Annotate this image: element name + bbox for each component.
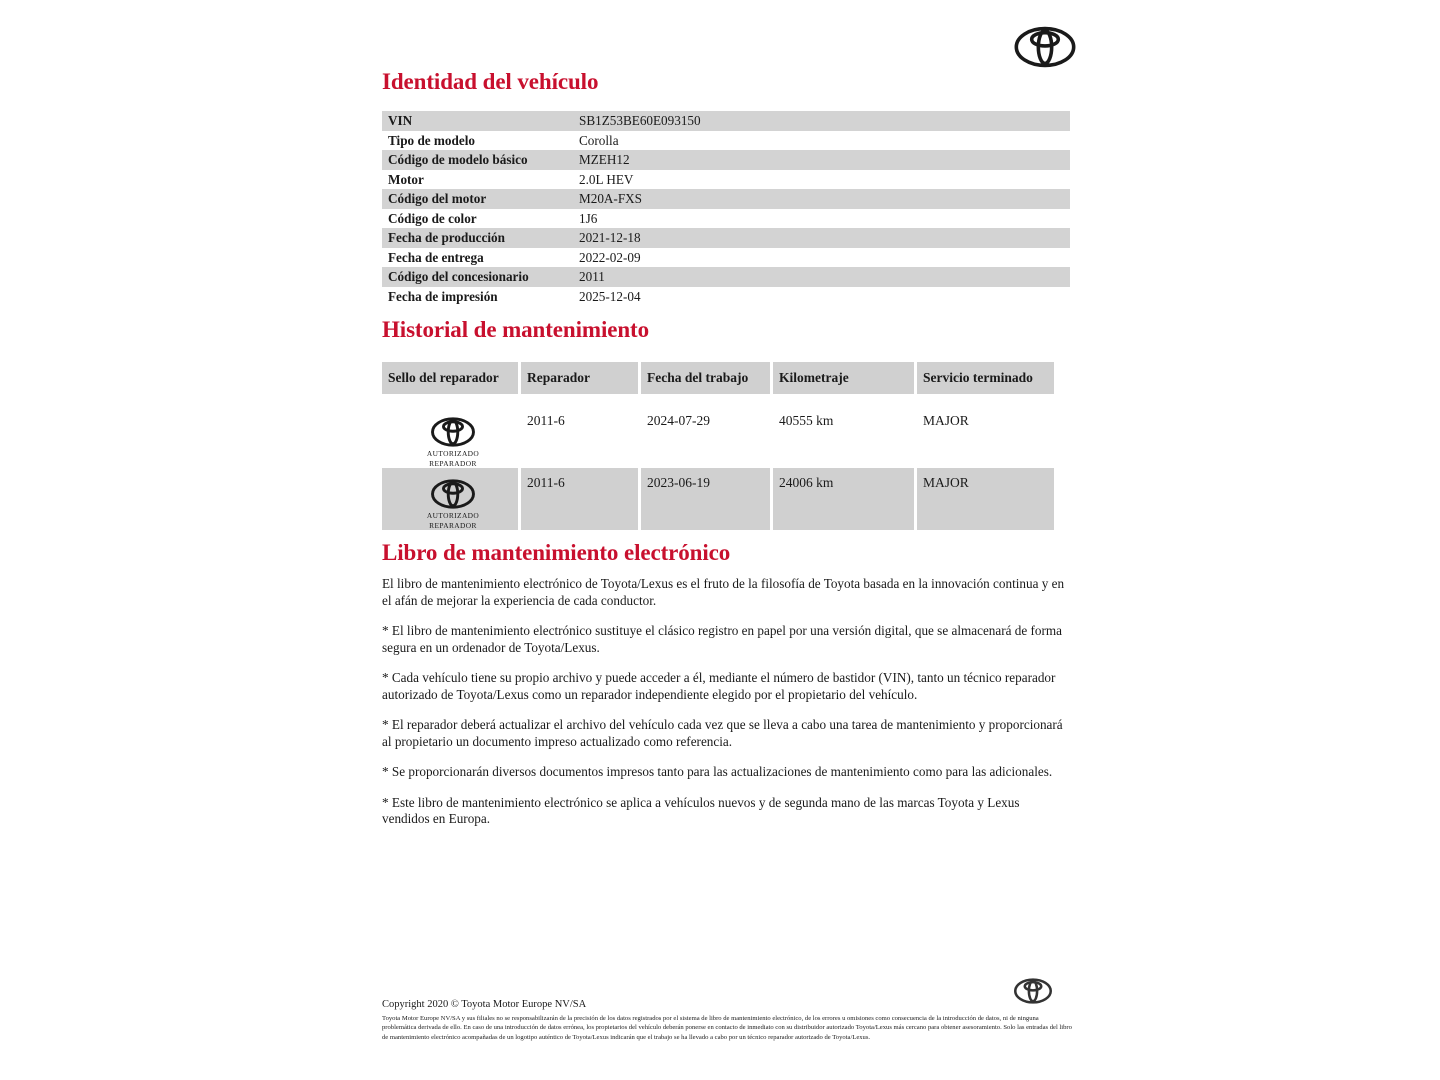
column-header-mileage: Kilometraje: [773, 362, 914, 394]
repairer-stamp-cell: [382, 406, 518, 468]
row-value: M20A-FXS: [573, 189, 1070, 209]
copyright-line: Copyright 2020 © Toyota Motor Europe NV/SA: [382, 999, 587, 1010]
row-label: Código de modelo básico: [382, 150, 573, 170]
section-title-identity: Identidad del vehículo: [382, 69, 599, 94]
cell-work-date: 2023-06-19: [641, 468, 770, 530]
row-value: Corolla: [579, 132, 619, 148]
row-label: Fecha de impresión: [388, 288, 498, 304]
paragraph: * Este libro de mantenimiento electrónico se aplica a vehículos nuevos y de segunda mano de las marcas Toyota y Lexus vendidos en Europa.: [382, 794, 1020, 826]
ebook-body-copy: [382, 576, 1070, 842]
maintenance-history-table: [382, 362, 1070, 530]
stamp-line-1: AUTORIZADO: [426, 449, 480, 458]
cell-mileage: 40555 km: [779, 413, 834, 428]
document-page: [380, 0, 1072, 1080]
paragraph: * El libro de mantenimiento electrónico sustituye el clásico registro en papel por una versión digital, que se almacenará de forma segura en un ordenador de Toyota/Lexus.: [382, 623, 1063, 655]
table-row: [382, 287, 1070, 307]
row-value: 2.0L HEV: [579, 171, 634, 187]
row-value: 2021-12-18: [573, 228, 1070, 248]
paragraph: * Cada vehículo tiene su propio archivo y puede acceder a él, mediante el número de bastidor (VIN), tanto un técnico reparador autorizado de Toyota/Lexus como un reparador independiente elegido por el propietario del vehículo.: [382, 670, 1056, 702]
toyota-logo-footer: [1014, 978, 1052, 1004]
column-header-service: Servicio terminado: [917, 362, 1054, 394]
cell-service: MAJOR: [917, 468, 1054, 530]
vehicle-identity-table: [382, 111, 1070, 306]
paragraph: * El reparador deberá actualizar el archivo del vehículo cada vez que se lleva a cabo una tarea de mantenimiento y proporcionará al propietario un documento impreso actualizado como referencia.: [382, 717, 1063, 749]
legal-disclaimer: Toyota Motor Europe NV/SA y sus filiales no se responsabilizarán de la precisión de los datos registrados por el sistema de libro de mantenimiento electrónico, de los errores u omisiones como consecuencia de la introducción de datos, ni de ninguna problemática derivada de ello. En caso de una introducción de datos errónea, los propietarios del vehículo deberán ponerse en contacto de inmediato con su distribuidor autorizado Toyota/Lexus más cercano para obtener asesoramiento. Solo las entradas del libro de mantenimiento electrónico acompañadas de un logotipo auténtico de Toyota/Lexus indicarán que el trabajo se ha llevado a cabo por un técnico reparador autorizado de Toyota/Lexus.: [382, 1015, 1072, 1041]
stamp-line-1: AUTORIZADO: [426, 511, 480, 520]
toyota-logo-stamp: [431, 479, 475, 509]
table-row: [382, 131, 1070, 151]
stamp-line-2: REPARADOR: [429, 520, 477, 530]
authorized-repairer-stamp: [388, 475, 518, 530]
row-label: Tipo de modelo: [388, 132, 475, 148]
table-row: [382, 209, 1070, 229]
authorized-repairer-stamp: [388, 413, 518, 468]
table-row: [382, 189, 1070, 209]
stamp-text: [427, 511, 479, 530]
repairer-stamp-cell: [382, 468, 518, 530]
table-row: [382, 406, 1070, 468]
table-row: [382, 228, 1070, 248]
row-value: 2025-12-04: [579, 288, 641, 304]
cell-repairer: 2011-6: [527, 413, 565, 428]
table-row: [382, 468, 1070, 530]
row-value: 2022-02-09: [579, 249, 641, 265]
row-label: Motor: [388, 171, 424, 187]
toyota-logo-header: [1014, 26, 1076, 68]
row-value: 1J6: [579, 210, 598, 226]
row-label: VIN: [382, 111, 573, 131]
stamp-line-2: REPARADOR: [429, 458, 477, 468]
cell-mileage: 24006 km: [773, 468, 914, 530]
table-row: [382, 111, 1070, 131]
paragraph: El libro de mantenimiento electrónico de Toyota/Lexus es el fruto de la filosofía de Toyota basada en la innovación continua y en el afán de mejorar la experiencia de cada conductor.: [382, 576, 1065, 608]
row-label: Código del concesionario: [382, 267, 573, 287]
table-row: [382, 267, 1070, 287]
section-title-ebook: Libro de mantenimiento electrónico: [382, 540, 731, 565]
row-label: Fecha de producción: [382, 228, 573, 248]
table-row: [382, 150, 1070, 170]
row-label: Código del motor: [382, 189, 573, 209]
toyota-logo-stamp: [431, 417, 475, 447]
column-header-stamp: Sello del reparador: [382, 362, 518, 394]
column-header-repairer: Reparador: [521, 362, 638, 394]
table-header-row: [382, 362, 1070, 394]
cell-work-date: 2024-07-29: [647, 413, 710, 428]
table-row: [382, 170, 1070, 190]
cell-service: MAJOR: [923, 413, 969, 428]
column-header-work-date: Fecha del trabajo: [641, 362, 770, 394]
paragraph: * Se proporcionarán diversos documentos impresos tanto para las actualizaciones de mantenimiento como para las adicionales.: [382, 764, 1053, 779]
row-value: SB1Z53BE60E093150: [573, 111, 1070, 131]
row-label: Fecha de entrega: [388, 249, 484, 265]
cell-repairer: 2011-6: [521, 468, 638, 530]
row-label: Código de color: [388, 210, 477, 226]
row-value: 2011: [573, 267, 1070, 287]
section-title-history: Historial de mantenimiento: [382, 317, 649, 342]
stamp-text: [427, 449, 479, 468]
table-row: [382, 248, 1070, 268]
row-value: MZEH12: [573, 150, 1070, 170]
